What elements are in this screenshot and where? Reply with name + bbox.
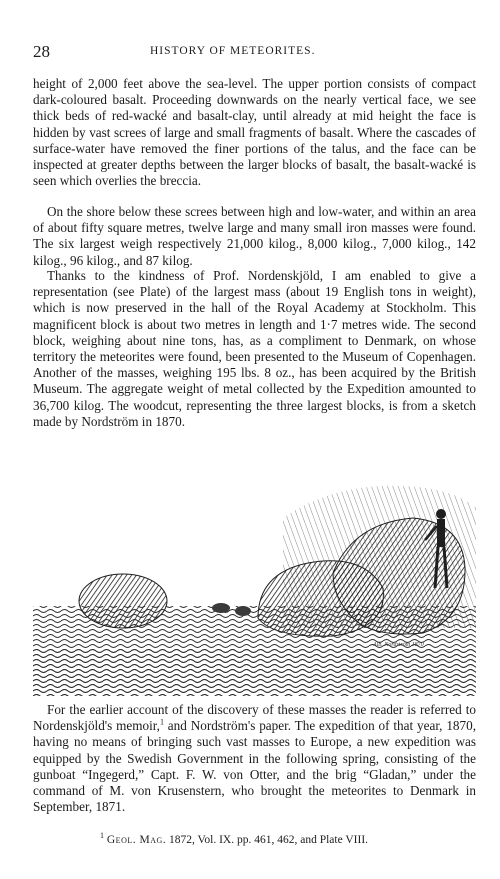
footnote-text: 1872, Vol. IX. pp. 461, 462, and Plate VIII. [166,834,369,846]
paragraph-iron-masses: On the shore below these screes between high and low-water, and within an area of about fifty square metres, twelve large and many small iron masses were found. The six largest weigh respectively 21,000 kilog., 8,000 kilog., 7,000 kilog., 142 kilog., 96 kilog., and 87 kilog. [33,204,476,268]
running-head: HISTORY OF METEORITES. [150,45,316,57]
footnote-reference: 1 [159,717,164,727]
paragraph-stockholm-block: Thanks to the kindness of Prof. Nordenskjöld, I am enabled to give a representation (see Plate) of the largest mass (about 19 English tons in weight), which is now preserved in the hall of the Royal Academy at Stockholm. This magnificent block is about two metres in length and 1·7 metres wide. The second block, weighing about nine tons, has, as a compliment to Denmark, on whose territory the meteorites were found, been presented to the Museum of Copenhagen. Another of the masses, weighing 195 lbs. 8 oz., has been acquired by the British Museum. The aggregate weight of metal collected by the Expedition amounted to 36,700 kilog. The woodcut, representing the three largest blocks, is from a sketch made by Nordström in 1870. [33,268,476,429]
paragraph-earlier-account [33,702,476,815]
footnote-marker: 1 [100,831,104,841]
footnote [100,831,369,846]
left-meteorite-block [79,574,167,628]
woodcut-meteorite-blocks [33,478,476,696]
page-number: 28 [33,42,50,61]
paragraph-earlier-account-text: For the earlier account of the discovery of these masses the reader is referred to Nordenskjöld's memoir, [33,702,476,734]
footnote-source: Geol. Mag. [106,834,167,846]
paragraph-earlier-account-text-cont: and Nordström's paper. The expedition of that year, 1870, having no means of bringing such vast masses to Europe, a new expedition was equipped by the Swedish Government in the following spring, consisting of the gunboat “Ingegerd,” Capt. F. W. von Otter, and the brig “Gladan,” under the command of M. von Krusenstern, who brought the meteorites to Denmark in September, 1871. [33,718,476,815]
paragraph-basalt-cliff: height of 2,000 feet above the sea-level. The upper portion consists of compact dark-coloured basalt. Proceeding downwards on the nearly vertical face, we see thick beds of red-wacké and basalt-clay, until already at mid height the face is hidden by vast screes of large and small fragments of basalt. Where the cascades of surface-water have removed the finer portions of the talus, and the face can be inspected at greater depths between the larger blocks of basalt, the basalt-wacké is seen which overlies the breccia. [33,76,476,189]
artist-signature: Alb. Nordström 1870 [373,642,424,648]
